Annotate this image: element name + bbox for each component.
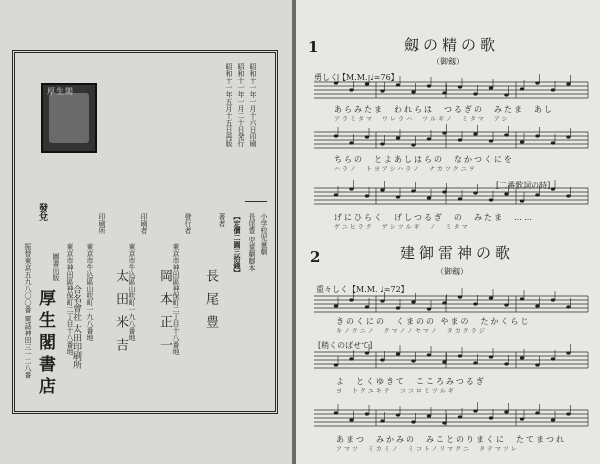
song2-kana-line-1: キノクニノ クマノノヤマノ タカクラジ xyxy=(336,328,487,335)
note-head xyxy=(535,304,539,307)
note-head xyxy=(489,139,493,142)
note-head xyxy=(442,360,446,363)
note-head xyxy=(396,306,400,309)
separator-line xyxy=(245,201,267,202)
note-head xyxy=(520,199,524,202)
note-head xyxy=(349,141,353,144)
song1-kana-line-1: アラミタマ ワレラハ ツルギノ ミタマ アシ xyxy=(334,116,510,123)
song2-kana-line-3: アマツ ミカミノ ミコトノリマクニ タテマツレ xyxy=(336,446,519,453)
note-head xyxy=(380,188,384,191)
note-head xyxy=(365,135,369,138)
note-head xyxy=(334,304,338,307)
issuer-label: 發兌 xyxy=(37,203,47,221)
note-head xyxy=(365,305,369,308)
print-date-3: 昭和十一年五月十五日再版 xyxy=(225,63,233,147)
note-head xyxy=(396,83,400,86)
note-head xyxy=(442,421,446,424)
note-head xyxy=(566,305,570,308)
note-head xyxy=(520,140,524,143)
note-head xyxy=(535,134,539,137)
note-head xyxy=(566,135,570,138)
note-head xyxy=(551,357,555,360)
note-head xyxy=(504,93,508,96)
note-head xyxy=(396,352,400,355)
print-shop-address: 東京市牛込區山吹町一九八番地 xyxy=(86,243,94,341)
note-head xyxy=(535,363,539,366)
note-head xyxy=(396,136,400,139)
song-title-1: 劔の精の歌 xyxy=(404,36,500,54)
note-head xyxy=(504,133,508,136)
note-head xyxy=(365,412,369,415)
print-shop-name: 合名會社 太田印刷所 xyxy=(71,285,81,369)
song1-annotation: [二番歌詞の時] xyxy=(496,181,551,190)
book-title: 長尾豊 児童劇脚本 xyxy=(248,213,256,272)
song-number-2: 2 xyxy=(310,248,321,266)
print-date-1: 昭和十一年一月十六日印刷 xyxy=(249,63,257,147)
note-head xyxy=(349,298,353,301)
author-label: 著者 xyxy=(218,213,226,227)
note-head xyxy=(334,411,338,414)
note-head xyxy=(473,409,477,412)
note-head xyxy=(380,299,384,302)
note-head xyxy=(504,192,508,195)
note-head xyxy=(473,191,477,194)
note-head xyxy=(458,85,462,88)
book-price: 【定價二圓三拾錢】 xyxy=(233,213,242,276)
note-head xyxy=(520,87,524,90)
note-head xyxy=(551,187,555,190)
issuer-sub: 圖書出版 xyxy=(52,253,60,281)
note-head xyxy=(535,411,539,414)
publisher-address: 東京市神田區神保町二丁目十八番地 xyxy=(172,243,180,355)
song-subtitle-2: （御劔） xyxy=(436,267,468,276)
song2-lyric-line-1: きのくにの くまのの やまの たかくらじ xyxy=(336,317,531,326)
note-head xyxy=(473,132,477,135)
note-head xyxy=(442,301,446,304)
note-head xyxy=(458,295,462,298)
printer-address: 東京市牛込區山吹町一九八番地 xyxy=(128,243,136,341)
left-page xyxy=(0,0,292,464)
note-head xyxy=(458,197,462,200)
right-page xyxy=(296,0,600,464)
note-head xyxy=(458,138,462,141)
note-head xyxy=(411,300,415,303)
note-head xyxy=(380,142,384,145)
stamp-emblem-icon xyxy=(49,93,89,143)
note-head xyxy=(489,296,493,299)
note-head xyxy=(442,91,446,94)
note-head xyxy=(334,193,338,196)
note-head xyxy=(349,187,353,190)
book-category: 小学校児童劇 xyxy=(260,213,268,255)
song1-lyric-line-1: あらみたま われらは つるぎの みたま あし xyxy=(334,105,554,114)
printer-label: 印刷者 xyxy=(140,213,148,234)
note-head xyxy=(411,90,415,93)
note-head xyxy=(473,92,477,95)
note-head xyxy=(458,415,462,418)
note-head xyxy=(396,195,400,198)
note-head xyxy=(442,131,446,134)
note-head xyxy=(473,302,477,305)
note-head xyxy=(551,88,555,91)
note-head xyxy=(411,420,415,423)
publisher-stamp xyxy=(41,83,97,153)
note-head xyxy=(442,190,446,193)
note-head xyxy=(396,413,400,416)
note-head xyxy=(535,81,539,84)
issuer-name: 厚生閣書店 xyxy=(35,289,55,399)
song1-lyric-line-2: ちらの とよあしはらの なかつくにを xyxy=(334,155,514,164)
note-head xyxy=(535,193,539,196)
note-head xyxy=(349,357,353,360)
note-head xyxy=(411,359,415,362)
note-head xyxy=(427,137,431,140)
note-head xyxy=(427,307,431,310)
note-head xyxy=(520,297,524,300)
song2-lyric-line-3: あまつ みかみの みことのりまくに たてまつれ xyxy=(336,435,566,444)
note-head xyxy=(380,89,384,92)
note-head xyxy=(473,361,477,364)
issuer-address: 東京市神田區神保町二丁目十八番地 xyxy=(66,243,74,355)
note-head xyxy=(427,84,431,87)
song1-kana-line-3: ゲニヒラク ゲシツルギ ノ ミタマ xyxy=(334,224,470,231)
song2-kana-line-2: ヨ トクユキテ ココロミツルギ xyxy=(336,388,456,395)
note-head xyxy=(504,303,508,306)
song-tempo-1: 勇しく【M.M. ♩=76】 xyxy=(314,73,399,82)
note-head xyxy=(489,416,493,419)
publisher-label: 發行者 xyxy=(184,213,192,234)
note-head xyxy=(551,141,555,144)
note-head xyxy=(365,351,369,354)
note-head xyxy=(504,362,508,365)
note-head xyxy=(411,143,415,146)
song2-annotation: [稍くのばせて] xyxy=(318,341,373,350)
song1-lyric-line-3: げにひらく げしつるぎ の みたま …… xyxy=(334,213,534,222)
print-shop-label: 印刷所 xyxy=(98,213,106,234)
song-number-1: 1 xyxy=(308,38,319,56)
song-tempo-2: 重々しく【M.M. ♩=72】 xyxy=(316,285,409,294)
note-head xyxy=(334,363,338,366)
note-head xyxy=(380,358,384,361)
note-head xyxy=(380,419,384,422)
note-head xyxy=(411,189,415,192)
note-head xyxy=(427,353,431,356)
note-head xyxy=(427,196,431,199)
note-head xyxy=(489,86,493,89)
note-head xyxy=(551,298,555,301)
note-head xyxy=(334,134,338,137)
note-head xyxy=(551,418,555,421)
note-head xyxy=(566,412,570,415)
note-head xyxy=(520,356,524,359)
note-head xyxy=(504,410,508,413)
note-head xyxy=(566,194,570,197)
stamp-text: 厚生閣 xyxy=(47,87,74,96)
printer-name: 太田米吉 xyxy=(113,269,128,361)
print-date-2: 昭和十一年一月二十日発行 xyxy=(237,63,245,147)
note-head xyxy=(349,88,353,91)
song1-kana-line-2: ハラノ トヨアシハラノ ナカツクニヲ xyxy=(334,166,477,173)
colophon-box xyxy=(12,50,278,414)
author-name: 長尾豊 xyxy=(203,269,218,338)
song2-lyric-line-2: よ とくゆきて こころみつるぎ xyxy=(336,377,486,386)
note-head xyxy=(566,351,570,354)
note-head xyxy=(520,417,524,420)
note-head xyxy=(427,414,431,417)
note-head xyxy=(349,418,353,421)
note-head xyxy=(489,198,493,201)
note-head xyxy=(566,82,570,85)
song-subtitle-1: （御劔） xyxy=(432,57,464,66)
note-head xyxy=(458,354,462,357)
song-title-2: 建御雷神の歌 xyxy=(400,244,515,262)
note-head xyxy=(365,194,369,197)
note-head xyxy=(489,355,493,358)
publisher-name: 岡本正一 xyxy=(157,269,172,361)
issuer-phone: 振替東京五九八〇〇番 電話神田三一二八番 xyxy=(24,243,32,379)
